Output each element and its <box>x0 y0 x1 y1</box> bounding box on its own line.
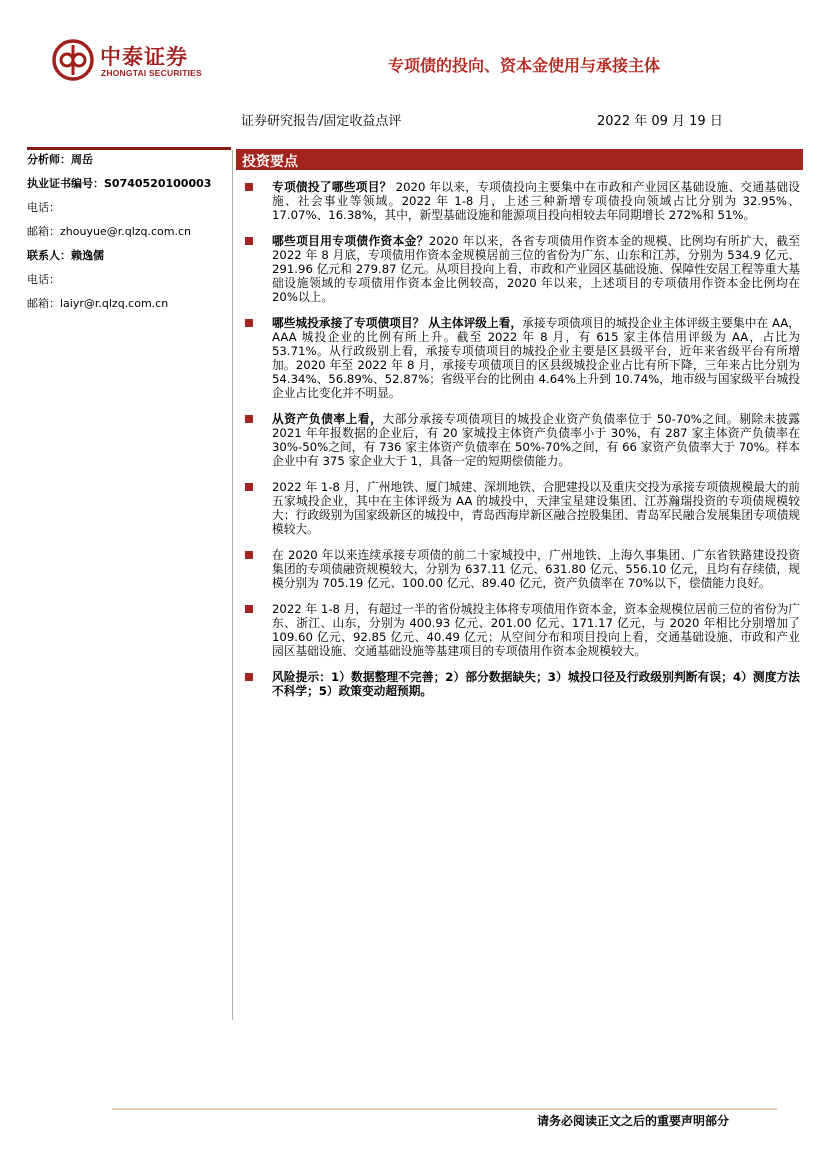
bullet-square-icon <box>245 673 253 681</box>
key-point: 专项债投了哪些项目？ 2020 年以来，专项债投向主要集中在市政和产业园区基础设施、交通基础设施、社会事业等领域。2022 年 1-8 月，上述三种新增专项债投向领域占比分别为 32.95%、17.07%、16.38%，其中，新型基础设施和能源项目投向相较去年同期增长 272%和 51%。 <box>240 180 800 222</box>
footer-rule <box>112 1108 777 1110</box>
analyst-rule <box>27 147 231 150</box>
email-link[interactable]: laiyr@r.qlzq.com.cn <box>60 297 169 310</box>
analyst-row: 联系人：赖逸儒 <box>27 249 104 262</box>
email-link[interactable]: zhouyue@r.qlzq.com.cn <box>60 225 192 238</box>
document-title: 专项债的投向、资本金使用与承接主体 <box>388 56 661 75</box>
analyst-row: 电话： <box>27 273 60 286</box>
key-point: 哪些项目用专项债作资本金？2020 年以来，各省专项债用作资本金的规模、比例均有所扩大，截至 2022 年 8 月底，专项债用作资本金规模居前三位的省份为广东、山东和江苏，分别为 534.9 亿元、291.96 亿元和 279.87 亿元。从项目投向上看，市政和产业园区基础设施、保障性安居工程等重大基础设施领域的专项债用作资本金比例较高，2020 年以来，上述项目的专项债用作资本金比例均在 20%以上。 <box>240 234 800 304</box>
key-point: 2022 年 1-8 月，有超过一半的省份城投主体将专项债用作资本金，资本金规模位居前三位的省份为广东、浙江、山东，分别为 400.93 亿元、201.00 亿元、171.17 亿元，与 2020 年相比分别增加了 109.60 亿元、92.85 亿元、40.49 亿元；从空间分布和项目投向上看，交通基础设施、市政和产业园区基础设施、交通基础设施等基建项目的专项债用作资本金规模较大。 <box>240 602 800 658</box>
company-logo <box>52 39 222 81</box>
key-point: 在 2020 年以来连续承接专项债的前二十家城投中，广州地铁、上海久事集团、广东省铁路建设投资集团的专项债融资规模较大，分别为 637.11 亿元、631.80 亿元、556.10 亿元，且均有存续债，规模分别为 705.19 亿元、100.00 亿元、89.40 亿元，资产负债率在 70%以下，偿债能力良好。 <box>240 548 800 590</box>
bullet-square-icon <box>245 319 253 327</box>
bullet-square-icon <box>245 551 253 559</box>
bullet-square-icon <box>245 415 253 423</box>
analyst-row: 分析师：周岳 <box>27 153 93 166</box>
section-title: 投资要点 <box>242 154 298 170</box>
logo-english-name: ZHONGTAI SECURITIES <box>101 68 202 78</box>
zhongtai-logo-icon <box>52 39 94 81</box>
bullet-square-icon <box>245 183 253 191</box>
logo-chinese-name: 中泰证券 <box>100 45 188 69</box>
analyst-row: 邮箱：laiyr@r.qlzq.com.cn <box>27 297 169 310</box>
key-point: 从资产负债率上看，大部分承接专项债项目的城投企业资产负债率位于 50-70%之间。剔除未披露 2021 年年报数据的企业后，有 20 家城投主体资产负债率小于 30%，有 287 家主体资产负债率在 30%-50%之间，有 736 家主体资产负债率在 50%-70%之间，有 66 家资产负债率大于 70%。样本企业中有 375 家企业大于 1，具备一定的短期偿债能力。 <box>240 412 800 468</box>
key-point: 哪些城投承接了专项债项目？ 从主体评级上看，承接专项债项目的城投企业主体评级主要集中在 AA，AAA 城投企业的比例有所上升。截至 2022 年 8 月，有 615 家主体信用评级为 AA，占比为 53.71%。从行政级别上看，承接专项债项目的城投企业主要是区县级平台，近年来省级平台有所增加。2020 年至 2022 年 8 月，承接专项债项目的区县级城投企业占比有所下降，三年来占比分别为 54.34%、56.89%、52.87%；省级平台的比例由 4.64%上升到 10.74%，地市级与国家级平台城投企业占比变化并不明显。 <box>240 316 800 400</box>
analyst-row: 邮箱：zhouyue@r.qlzq.com.cn <box>27 225 192 238</box>
bullet-square-icon <box>245 237 253 245</box>
analyst-row: 电话： <box>27 201 60 214</box>
report-type: 证券研究报告/固定收益点评 <box>241 114 402 129</box>
section-header-bar <box>236 149 803 170</box>
column-divider <box>232 150 233 1020</box>
key-point: 2022 年 1-8 月，广州地铁、厦门城建、深圳地铁、合肥建投以及重庆交投为承接专项债规模最大的前五家城投企业，其中在主体评级为 AA 的城投中，天津宝星建设集团、江苏瀚瑞投资的专项债规模较大；行政级别为国家级新区的城投中，青岛西海岸新区融合控股集团、青岛军民融合发展集团专项债规模较大。 <box>240 480 800 536</box>
bullet-square-icon <box>245 605 253 613</box>
analyst-info <box>27 154 232 322</box>
bullet-square-icon <box>245 483 253 491</box>
risk-warning: 风险提示：1）数据整理不完善；2）部分数据缺失；3）城投口径及行政级别判断有误；4）测度方法不科学；5）政策变动超预期。 <box>240 670 800 698</box>
report-date: 2022 年 09 月 19 日 <box>597 114 723 129</box>
analyst-row: 执业证书编号：S0740520100003 <box>27 177 212 190</box>
footer-disclaimer: 请务必阅读正文之后的重要声明部分 <box>537 1114 730 1128</box>
key-points-list <box>240 180 800 710</box>
